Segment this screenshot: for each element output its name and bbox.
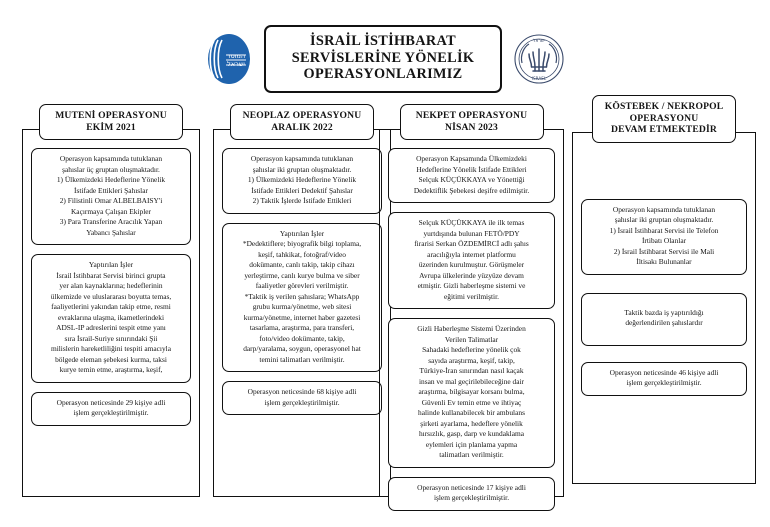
card-line: Avrupa ülkelerinde yüzyüze devam [419,270,524,280]
svg-text:המוסד: המוסד [226,52,245,60]
operation-column-nekpet [379,104,564,503]
card-line: Operasyon neticesinde 29 kişiye adli [56,397,166,407]
info-card-tasks [222,223,382,373]
card-line: işlem gerçekleştirilmiştir. [626,378,702,388]
card-line: Taktik bazda iş yaptırıldığı [624,307,704,317]
column-header-line-2: OPERASYONU [629,112,699,124]
card-line: Operasyon Kapsamında Ülkemizdeki [416,154,527,163]
column-header-line-2: EKİM 2021 [86,121,136,133]
card-line: aracılığıyla internet platformu [427,249,516,259]
info-card-tasks [31,254,191,383]
card-line: yer alan kaynaklarına; hedeflerinin [59,281,163,291]
card-line: Operasyon neticesinde 68 kişiye adli [247,387,357,397]
operation-column-kostebek-nekropol [572,95,756,484]
card-line: Selçuk KÜÇÜKKAYA ve Yönettiği [418,175,525,185]
card-line: şahıslar iki gruptan oluşmaktadır. [252,164,352,174]
title-line-3: OPERASYONLARIMIZ [303,66,463,83]
card-line: halinde kullanabilecek bir ambulans [418,408,525,418]
page-title [264,25,503,94]
card-line: 1) Ülkemizdeki Hedeflerine Yönelik [56,175,166,185]
card-line: insan ve mal geçirilebileceğine dair [418,376,525,386]
card-heading: Verilen Talimatlar [444,334,499,344]
operation-column-neoplaz [213,104,391,497]
card-line: *Dedektiflere; biyografik bilgi toplama, [242,239,362,249]
card-line: sıra İsrail-Suriye sınırındaki Şii [64,333,158,343]
card-line: Sahadaki hedeflerine yönelik çok [422,345,521,355]
card-line: 2) İsrail İstihbarat Servisi ile Mali [613,246,715,256]
card-line: yerleştirme, canlı kurye bulma ve siber [244,270,360,280]
info-card-result [581,362,747,396]
column-header-line-1: KÖSTEBEK / NEKROPOL [604,101,724,112]
card-line: araştırma, bilgisayar korsanı bulma, [418,387,525,397]
card-line: faaliyetlerini yakından takip etme, resmi [51,302,171,312]
document-header [0,26,770,92]
card-line: İstifade Ettikleri Dedektif Şahıslar [251,185,353,195]
column-frame [379,129,564,503]
card-line: dokümante, canlı takip, takip cihazı [249,260,355,270]
card-line: temini talimatları verilmiştir. [259,354,345,364]
card-line: 1) İsrail İstihbarat Servisi ile Telefon [609,225,719,235]
card-line: Operasyon neticesinde 46 kişiye adli [609,367,719,377]
column-header-line-3: DEVAM ETMEKTEDİR [611,124,717,135]
card-line: şirketi ayarlama, hedeflere yönelik [420,418,523,428]
card-line: bölgede eleman şebekesi kurma, taksi [55,354,167,364]
card-line: etmiştir. Gizli haberleşme sistemi ve [417,281,526,291]
card-line: şahıslar üç gruptan oluşmaktadır. [62,164,160,174]
card-line: ADSL-IP adreslerini tespit etme yanı [56,323,166,333]
card-line: İsrail İstihbarat Servisi birinci grupta [56,270,166,280]
column-frame [572,132,756,484]
info-card-groups [222,148,382,214]
column-frame [22,129,200,497]
column-header-line-1: NEKPET OPERASYONU [415,110,528,121]
card-line: İstifade Ettikleri Şahıslar [74,185,148,195]
card-line: eylemleri için planlama yapma [425,439,518,449]
card-line: üzerinden kurulmuştur. Görüşmeler [418,260,525,270]
card-line: darp/yaralama, soygun, operasyonel hat [243,344,361,354]
israel-state-emblem-icon [513,33,565,85]
card-line: işlem gerçekleştirilmiştir. [264,397,340,407]
card-line: Operasyon kapsamında tutuklanan [612,204,716,214]
card-line: İltisakı Bulunanlar [636,257,692,267]
card-line: keşif, tahkikat, fotoğraf/video [258,249,346,259]
svg-text:ישראל: ישראל [226,60,245,68]
card-line: tasarlama, araştırma, para transferi, [249,323,355,333]
card-line: *Taktik iş verilen şahıslara; WhatsApp [244,291,360,301]
title-line-2: SERVİSLERİNE YÖNELİK [291,49,475,66]
info-card-result [222,381,382,415]
column-header-line-2: ARALIK 2022 [271,121,333,133]
mossad-emblem-icon [205,33,253,85]
svg-text:ISRAEL: ISRAEL [532,76,547,81]
card-line: faaliyetler görevleri verilmiştir. [255,281,349,291]
card-line: firarisi Serkan ÖZDEMİRCİ adlı şahıs [414,239,529,249]
card-heading: Gizli Haberleşme Sistemi Üzerinden [417,324,526,334]
card-line: Operasyon neticesinde 17 kişiye adli [417,482,526,492]
svg-text:ישראל: ישראל [533,39,546,44]
column-header [230,104,374,140]
card-line: milislerin hareketliliğini tespiti amacıyla [50,344,172,354]
card-line: foto/video dokümante, takip, [259,333,345,343]
column-header-line-1: NEOPLAZ OPERASYONU [242,110,362,121]
column-header [39,104,183,140]
card-line: Operasyon kapsamında tutuklanan [59,154,163,163]
info-card-groups [581,199,747,275]
card-line: değerlendirilen şahıslardır [625,318,703,328]
column-header [400,104,544,140]
card-heading: Yaptırılan İşler [279,228,325,238]
card-line: kurye temin etme, araştırma, keşif, [59,365,163,375]
card-line: eğitimi verilmiştir. [443,291,499,301]
info-card-assessment [581,293,747,346]
card-line: Dedektiflik Şebekesi deşifre edilmiştir. [413,185,530,195]
card-line: şahıslar iki gruptan oluşmaktadır. [614,215,714,225]
info-card-instructions [388,318,555,468]
info-card-contact [388,212,555,309]
card-line: Yabancı Şahıslar [86,227,136,237]
card-line: Hedeflerine Yönelik İstifade Ettikleri [416,164,527,174]
card-line: grubu kurma/yönetme, web sitesi [252,302,352,312]
card-line: yurtdışında bulunan FETÖ/PDY [423,228,520,238]
card-line: Selçuk KÜÇÜKKAYA ile ilk temas [418,218,525,228]
card-line: İrtibatı Olanlar [641,236,687,246]
column-header-line-2: NİSAN 2023 [445,121,498,133]
card-line: Operasyon kapsamında tutuklanan [250,154,354,163]
card-line: 2) Taktik İşlerde İstifade Ettikleri [252,196,352,206]
card-line: işlem gerçekleştirilmiştir. [433,493,510,503]
title-line-1: İSRAİL İSTİHBARAT [310,32,456,49]
column-header-line-1: MUTENİ OPERASYONU [55,110,167,121]
info-card-summary [388,148,555,203]
card-line: talimatları verilmiştir. [439,450,504,460]
info-card-result [31,392,191,426]
card-line: ülkemizde ve uluslararası boyutta temas, [50,291,172,301]
card-line: kurma/yönetme, internet haber gazetesi [243,312,361,322]
card-line: Kaçırmaya Çalışan Ekipler [70,206,152,216]
card-line: 1) Ülkemizdeki Hedeflerine Yönelik [247,175,357,185]
card-line: 2) Filistinli Omar ALBELBAISY'i [59,196,163,206]
card-line: evraklarına ulaşma, ikametlerindeki [57,312,165,322]
card-line: hırsızlık, gasp, darp ve kundaklama [418,429,525,439]
card-line: Güvenli Ev temin etme ve ihtiyaç [421,397,522,407]
column-header [592,95,736,143]
card-line: 3) Para Transferine Aracılık Yapan [59,217,163,227]
column-frame [213,129,391,497]
card-line: sayıda araştırma, keşif, takip, [428,355,515,365]
card-line: işlem gerçekleştirilmiştir. [73,408,149,418]
card-line: Türkiye-İran sınırından nasıl kaçak [419,366,524,376]
card-heading: Yaptırılan İşler [88,260,134,270]
operation-column-muteni [22,104,200,497]
info-card-result [388,477,555,511]
info-card-groups [31,148,191,245]
